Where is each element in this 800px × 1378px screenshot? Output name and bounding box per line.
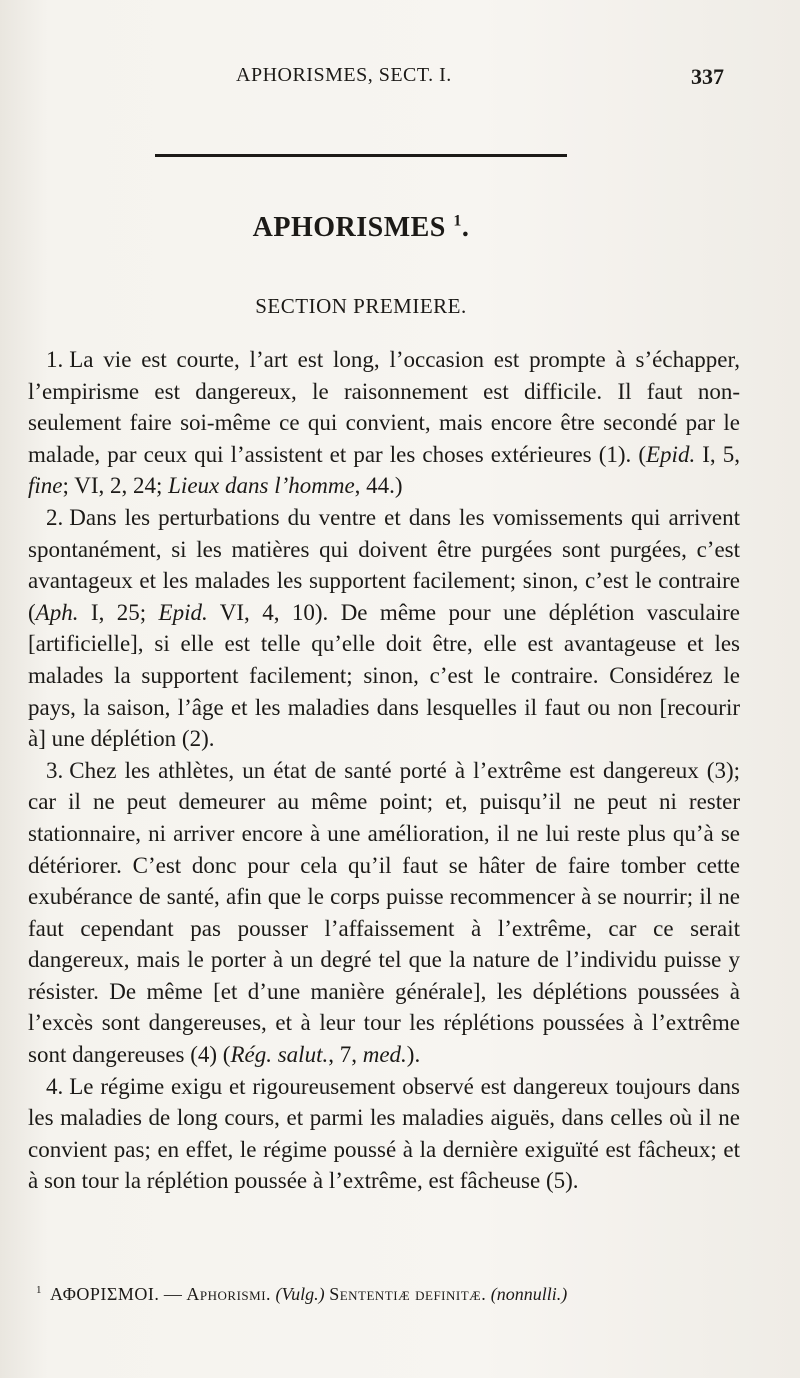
italic-citation: med. [362,1042,407,1068]
aphorism-paragraph [28,344,740,502]
aphorism-list [28,344,740,1197]
footnote-vulg: (Vulg.) [275,1284,325,1304]
aphorism-text: ). [406,1042,421,1068]
aphorism-number: 2. [46,504,64,530]
running-head [30,64,770,94]
italic-citation: Epid. [158,599,208,625]
running-title: APHORISMES, SECT. I. [236,64,452,86]
italic-citation: Epid. [646,441,696,467]
italic-citation: Aph. [35,599,79,625]
aphorism-paragraph [28,502,740,755]
aphorism-number: 4. [46,1073,64,1099]
aphorism-text: I, 25; [78,599,159,625]
aphorism-text: Dans les perturbations du ventre et dans les vomissements qui arrivent spontanément, si les matières qui doivent être purgées sont purgées, c’est avantageux et les malades les supportent facilement; sinon, c’est le contraire ( [28,504,740,625]
aphorism-text: VI, 4, 10). De même pour une déplétion vasculaire [artificielle], si elle est telle qu’elle doit être, elle est avantageuse et les malades la supportent facilement; sinon, c’est le contraire. Considérez le pays, la saison, l’âge et les maladies dans lesquelles il faut ou non [recourir à] une déplétion (2). [28,599,740,752]
aphorism-text: , 7, [328,1042,363,1068]
footnote-latin-sententiae: Sententiæ definitæ. [329,1284,487,1304]
chapter-title-footnote-mark: 1 [453,212,462,230]
italic-citation: Lieux dans l’homme [168,473,355,499]
footnote-mark: 1 [36,1284,42,1296]
chapter-title-period: . [461,212,470,243]
aphorism-number: 1. [46,347,64,372]
aphorism-text: , 44.) [354,473,403,499]
aphorism-paragraph [28,1071,740,1197]
italic-citation: Rég. salut. [230,1042,329,1068]
section-title: SECTION PREMIERE. [255,294,467,318]
title-rule [155,154,567,157]
footnote [36,1278,740,1306]
aphorism-text: I, 5, [695,441,740,467]
footnote-latin-aphorismi: Aphorismi. [186,1284,272,1304]
chapter-title [0,212,722,244]
footnote-dash: — [159,1284,187,1304]
chapter-title-text: APHORISMES [252,212,446,243]
aphorism-number: 3. [46,757,64,783]
aphorism-paragraph [28,755,740,1071]
footnote-nonnulli: (nonnulli.) [490,1284,568,1304]
aphorism-text: ; VI, 2, 24; [62,473,169,499]
footnote-greek: ΑΦΟΡΙΣΜΟΙ. [50,1284,160,1304]
aphorism-text: La vie est courte, l’art est long, l’occasion est prompte à s’échapper, l’empirisme est dangereux, le raisonnement est difficile. Il faut non-seulement faire soi-même ce qui convient, mais encore être secondé par le malade, par ceux qui l’assistent et par les choses extérieures (1). ( [28,347,740,467]
page-number: 337 [691,64,724,89]
aphorism-text: Chez les athlètes, un état de santé porté à l’extrême est dangereux (3); car il ne peut demeurer au même point; et, puisqu’il ne peut ni rester stationnaire, ni arriver encore à une amélioration, il ne lui reste plus qu’à se détériorer. C’est donc pour cela qu’il faut se hâter de faire tomber cette exubérance de santé, afin que le corps puisse recommencer à se nourrir; il ne faut cependant pas pousser l’affaissement à l’extrême, car ce serait dangereux, mais le porter à un degré tel que la nature de l’individu puisse y résister. De même [et d’une manière générale], les déplétions poussées à l’excès sont dangereuses, et à leur tour les réplétions poussées à l’extrême sont dangereuses (4) ( [28,757,740,1068]
aphorism-text: Le régime exigu et rigoureusement observé est dangereux toujours dans les maladies de long cours, et parmi les maladies aiguës, dans celles où il ne convient pas; en effet, le régime poussé à la dernière exiguïté est fâcheux; et à son tour la réplétion poussée à l’extrême, est fâcheuse (5). [28,1073,740,1194]
italic-citation: fine [28,473,63,499]
